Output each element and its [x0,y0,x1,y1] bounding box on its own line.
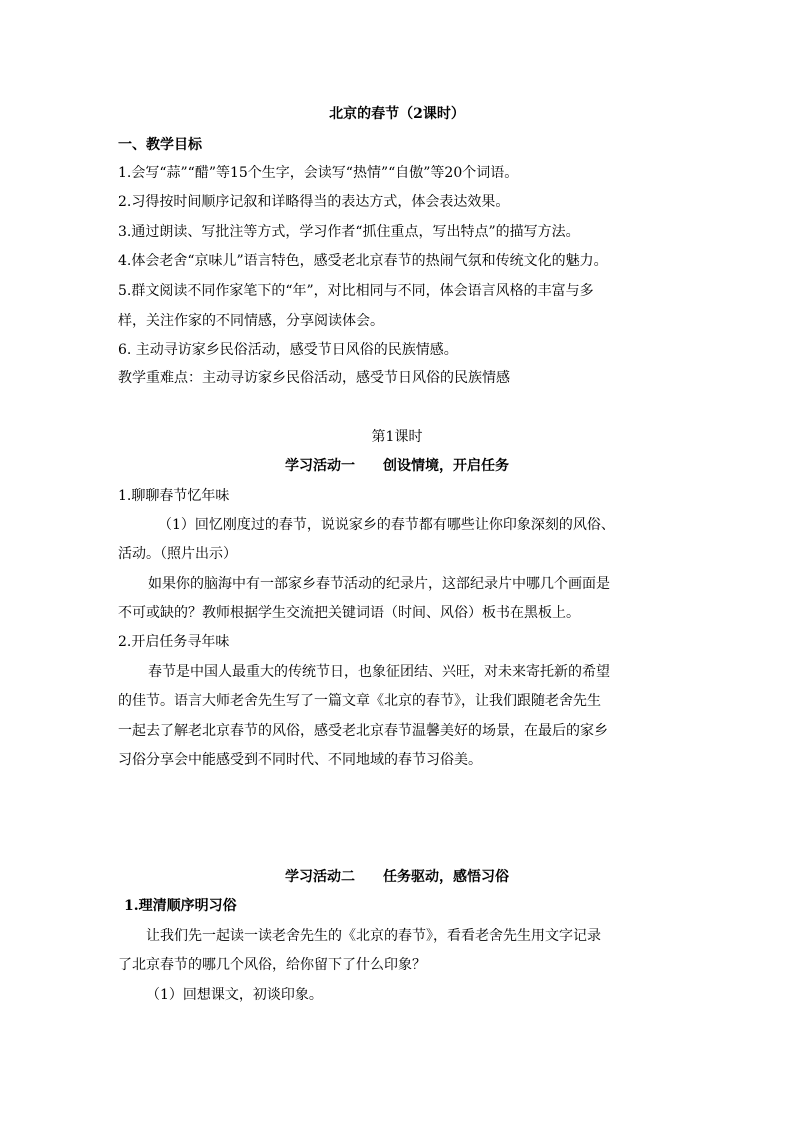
paragraph-line: 让我们先一起读一读老舍先生的《北京的春节》，看看老舍先生用文字记录 [146,928,601,944]
activity-heading [0,867,794,887]
objective-line: 6. 主动寻访家乡民俗活动，感受节日风俗的民族情感。 [118,342,458,358]
paragraph-line: 春节是中国人最重大的传统节日，也象征团结、兴旺，对未来寄托新的希望 [148,664,610,680]
paragraph-line: （1）回想课文，初谈印象。 [146,987,323,1003]
paragraph-line: 一起去了解老北京春节的风俗，感受老北京春节温馨美好的场景，在最后的家乡 [118,723,608,739]
lesson-heading: 第1课时 [371,429,423,445]
objective-line: 1.会写“蒜”“醋”等15个生字，会读写“热情”“自傲”等20个词语。 [118,165,519,181]
objective-line: 5.群文阅读不同作家笔下的“年”，对比相同与不同，体会语言风格的丰富与多 [118,283,594,299]
document-title: 北京的春节（2课时） [329,106,465,122]
objective-line: 4.体会老舍“京味儿”语言特色，感受老北京春节的热闹气氛和传统文化的魅力。 [118,253,608,269]
paragraph-line: 不可或缺的？教师根据学生交流把关键词语（时间、风俗）板书在黑板上。 [118,605,580,621]
paragraph-line: 的佳节。语言大师老舍先生写了一篇文章《北京的春节》，让我们跟随老舍先生 [118,693,601,709]
objective-line: 2.习得按时间顺序记叙和详略得当的表达方式，体会表达效果。 [118,194,510,210]
objectives-heading: 一、教学目标 [118,137,202,153]
paragraph-line: 了北京春节的哪几个风俗，给你留下了什么印象？ [118,957,426,973]
activity-heading [0,456,794,476]
section-item: 2.开启任务寻年味 [118,634,230,650]
paragraph-line: （1）回忆刚度过的春节，说说家乡的春节都有哪些让你印象深刻的风俗、 [158,517,615,533]
section-item: 1.理清顺序明习俗 [124,898,237,914]
activity-label: 学习活动二 [285,869,355,885]
objective-line: 样，关注作家的不同情感，分享阅读体会。 [118,313,384,329]
activity-label: 学习活动一 [285,458,355,474]
paragraph-line: 如果你的脑海中有一部家乡春节活动的纪录片，这部纪录片中哪几个画面是 [148,576,610,592]
objective-line: 3.通过朗读、写批注等方式，学习作者“抓住重点，写出特点”的描写方法。 [118,224,580,240]
activity-title: 任务驱动，感悟习俗 [383,869,509,885]
activity-title: 创设情境，开启任务 [383,458,509,474]
paragraph-line: 活动。（照片出示） [118,546,237,562]
key-point: 教学重难点：主动寻访家乡民俗活动，感受节日风俗的民族情感 [118,370,510,386]
section-item: 1.聊聊春节忆年味 [118,488,230,504]
paragraph-line: 习俗分享会中能感受到不同时代、不同地域的春节习俗美。 [118,752,482,768]
